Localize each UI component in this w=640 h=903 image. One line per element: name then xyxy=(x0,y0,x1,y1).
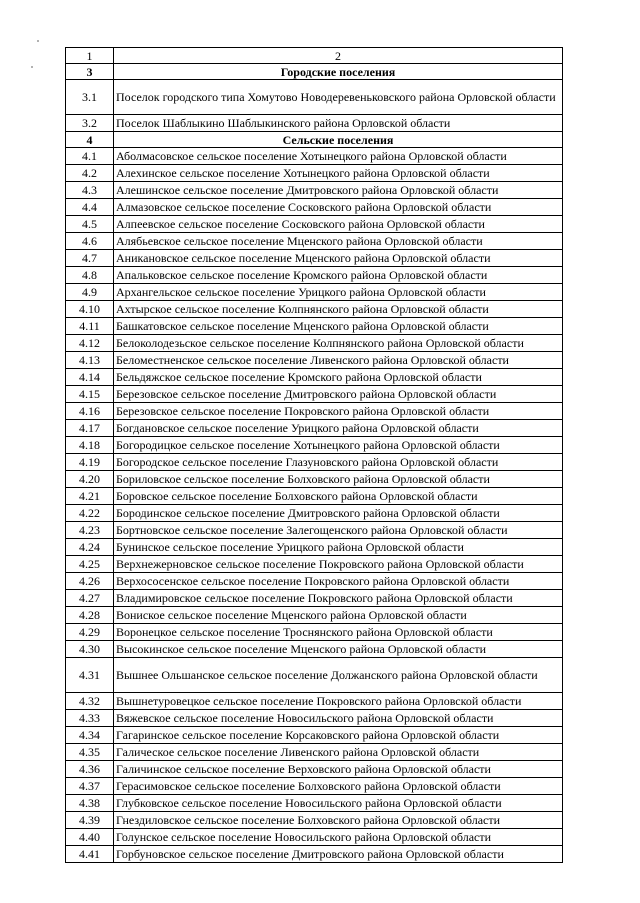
row-number: 4.39 xyxy=(66,812,114,829)
table-row xyxy=(66,829,563,846)
table-row xyxy=(66,301,563,318)
settlement-name: Беломестненское сельское поселение Ливенского района Орловской области xyxy=(114,352,563,369)
settlement-name: Бородинское сельское поселение Дмитровского района Орловской области xyxy=(114,505,563,522)
settlement-name: Бортновское сельское поселение Залегощенского района Орловской области xyxy=(114,522,563,539)
table-row xyxy=(66,812,563,829)
settlement-name: Березовское сельское поселение Покровского района Орловской области xyxy=(114,403,563,420)
settlement-name: Вониское сельское поселение Мценского района Орловской области xyxy=(114,607,563,624)
table-row xyxy=(66,761,563,778)
section-header-row xyxy=(66,132,563,148)
row-number: 4.15 xyxy=(66,386,114,403)
row-number: 4.38 xyxy=(66,795,114,812)
settlements-table xyxy=(65,47,563,863)
settlement-name: Воронецкое сельское поселение Троснянского района Орловской области xyxy=(114,624,563,641)
section-title: Сельские поселения xyxy=(114,132,563,148)
settlement-name: Алешинское сельское поселение Дмитровского района Орловской области xyxy=(114,182,563,199)
table-row xyxy=(66,590,563,607)
settlement-name: Голунское сельское поселение Новосильского района Орловской области xyxy=(114,829,563,846)
row-number: 4.33 xyxy=(66,710,114,727)
row-number: 3.1 xyxy=(66,80,114,115)
table-row xyxy=(66,658,563,693)
table-row xyxy=(66,727,563,744)
row-number: 4.19 xyxy=(66,454,114,471)
row-number: 4.3 xyxy=(66,182,114,199)
table-row xyxy=(66,403,563,420)
row-number: 4.14 xyxy=(66,369,114,386)
table-row xyxy=(66,216,563,233)
row-number: 3 xyxy=(66,64,114,80)
row-number: 4.8 xyxy=(66,267,114,284)
settlement-name: Галичинское сельское поселение Верховского района Орловской области xyxy=(114,761,563,778)
row-number: 4 xyxy=(66,132,114,148)
row-number: 4.16 xyxy=(66,403,114,420)
table-row xyxy=(66,795,563,812)
table-row xyxy=(66,267,563,284)
row-number: 4.9 xyxy=(66,284,114,301)
section-header-row xyxy=(66,64,563,80)
table-row xyxy=(66,318,563,335)
settlement-name: Боровское сельское поселение Болховского района Орловской области xyxy=(114,488,563,505)
scan-speck xyxy=(31,66,33,68)
settlement-name: Галическое сельское поселение Ливенского района Орловской области xyxy=(114,744,563,761)
row-number: 4.34 xyxy=(66,727,114,744)
row-number: 4.10 xyxy=(66,301,114,318)
settlement-name: Апальковское сельское поселение Кромского района Орловской области xyxy=(114,267,563,284)
settlement-name: Поселок Шаблыкино Шаблыкинского района Орловской области xyxy=(114,115,563,132)
row-number: 4.29 xyxy=(66,624,114,641)
row-number: 4.13 xyxy=(66,352,114,369)
table-row xyxy=(66,182,563,199)
row-number: 4.32 xyxy=(66,693,114,710)
settlement-name: Верхнежерновское сельское поселение Покровского района Орловской области xyxy=(114,556,563,573)
row-number: 4.1 xyxy=(66,148,114,165)
settlement-name: Башкатовское сельское поселение Мценского района Орловской области xyxy=(114,318,563,335)
settlement-name: Гагаринское сельское поселение Корсаковского района Орловской области xyxy=(114,727,563,744)
row-number: 4.31 xyxy=(66,658,114,693)
row-number: 4.18 xyxy=(66,437,114,454)
settlement-name: Гнездиловское сельское поселение Болховского района Орловской области xyxy=(114,812,563,829)
settlement-name: Белоколодезьское сельское поселение Колпнянского района Орловской области xyxy=(114,335,563,352)
row-number: 4.25 xyxy=(66,556,114,573)
column-number-row xyxy=(66,48,563,64)
column-number-1: 1 xyxy=(66,48,114,64)
settlement-name: Вышнее Ольшанское сельское поселение Должанского района Орловской области xyxy=(114,658,563,693)
row-number: 4.21 xyxy=(66,488,114,505)
table-row xyxy=(66,335,563,352)
table-row xyxy=(66,471,563,488)
row-number: 4.27 xyxy=(66,590,114,607)
row-number: 3.2 xyxy=(66,115,114,132)
scan-speck xyxy=(37,40,39,42)
table-row xyxy=(66,250,563,267)
settlement-name: Верхососенское сельское поселение Покровского района Орловской области xyxy=(114,573,563,590)
table-row xyxy=(66,710,563,727)
settlement-name: Березовское сельское поселение Дмитровского района Орловской области xyxy=(114,386,563,403)
table-row xyxy=(66,573,563,590)
table-row xyxy=(66,641,563,658)
table-row xyxy=(66,148,563,165)
row-number: 4.28 xyxy=(66,607,114,624)
table-row xyxy=(66,846,563,863)
row-number: 4.5 xyxy=(66,216,114,233)
row-number: 4.23 xyxy=(66,522,114,539)
row-number: 4.11 xyxy=(66,318,114,335)
settlement-name: Аболмасовское сельское поселение Хотынецкого района Орловской области xyxy=(114,148,563,165)
table-row xyxy=(66,199,563,216)
table-row xyxy=(66,115,563,132)
column-number-2: 2 xyxy=(114,48,563,64)
row-number: 4.12 xyxy=(66,335,114,352)
settlement-name: Поселок городского типа Хомутово Новодеревеньковского района Орловской области xyxy=(114,80,563,115)
settlement-name: Бориловское сельское поселение Болховского района Орловской области xyxy=(114,471,563,488)
row-number: 4.40 xyxy=(66,829,114,846)
settlement-name: Высокинское сельское поселение Мценского района Орловской области xyxy=(114,641,563,658)
table-row xyxy=(66,624,563,641)
section-title: Городские поселения xyxy=(114,64,563,80)
settlement-name: Бунинское сельское поселение Урицкого района Орловской области xyxy=(114,539,563,556)
settlement-name: Богородицкое сельское поселение Хотынецкого района Орловской области xyxy=(114,437,563,454)
settlement-name: Бельдяжское сельское поселение Кромского района Орловской области xyxy=(114,369,563,386)
row-number: 4.2 xyxy=(66,165,114,182)
table-row xyxy=(66,352,563,369)
settlement-name: Ахтырское сельское поселение Колпнянского района Орловской области xyxy=(114,301,563,318)
row-number: 4.4 xyxy=(66,199,114,216)
table-row xyxy=(66,165,563,182)
table-row xyxy=(66,744,563,761)
settlement-name: Аникановское сельское поселение Мценского района Орловской области xyxy=(114,250,563,267)
row-number: 4.35 xyxy=(66,744,114,761)
table-row xyxy=(66,607,563,624)
row-number: 4.36 xyxy=(66,761,114,778)
table-row xyxy=(66,233,563,250)
settlement-name: Герасимовское сельское поселение Болховского района Орловской области xyxy=(114,778,563,795)
settlement-name: Алмазовское сельское поселение Сосковского района Орловской области xyxy=(114,199,563,216)
table-row xyxy=(66,369,563,386)
settlement-name: Богдановское сельское поселение Урицкого района Орловской области xyxy=(114,420,563,437)
table-row xyxy=(66,488,563,505)
settlements-table-body xyxy=(66,48,563,863)
row-number: 4.37 xyxy=(66,778,114,795)
settlement-name: Вышнетуровецкое сельское поселение Покровского района Орловской области xyxy=(114,693,563,710)
table-row xyxy=(66,386,563,403)
row-number: 4.20 xyxy=(66,471,114,488)
table-row xyxy=(66,539,563,556)
row-number: 4.17 xyxy=(66,420,114,437)
row-number: 4.24 xyxy=(66,539,114,556)
settlement-name: Горбуновское сельское поселение Дмитровского района Орловской области xyxy=(114,846,563,863)
table-row xyxy=(66,778,563,795)
table-row xyxy=(66,693,563,710)
table-row xyxy=(66,454,563,471)
table-row xyxy=(66,505,563,522)
row-number: 4.7 xyxy=(66,250,114,267)
settlement-name: Алехинское сельское поселение Хотынецкого района Орловской области xyxy=(114,165,563,182)
settlement-name: Вяжевское сельское поселение Новосильского района Орловской области xyxy=(114,710,563,727)
table-row xyxy=(66,437,563,454)
settlement-name: Алпеевское сельское поселение Сосковского района Орловской области xyxy=(114,216,563,233)
table-row xyxy=(66,556,563,573)
settlement-name: Владимировское сельское поселение Покровского района Орловской области xyxy=(114,590,563,607)
row-number: 4.26 xyxy=(66,573,114,590)
settlement-name: Глубковское сельское поселение Новосильского района Орловской области xyxy=(114,795,563,812)
table-row xyxy=(66,420,563,437)
row-number: 4.22 xyxy=(66,505,114,522)
settlement-name: Богородское сельское поселение Глазуновского района Орловской области xyxy=(114,454,563,471)
row-number: 4.41 xyxy=(66,846,114,863)
table-row xyxy=(66,80,563,115)
table-row xyxy=(66,522,563,539)
settlement-name: Алябьевское сельское поселение Мценского района Орловской области xyxy=(114,233,563,250)
table-row xyxy=(66,284,563,301)
row-number: 4.6 xyxy=(66,233,114,250)
settlement-name: Архангельское сельское поселение Урицкого района Орловской области xyxy=(114,284,563,301)
row-number: 4.30 xyxy=(66,641,114,658)
